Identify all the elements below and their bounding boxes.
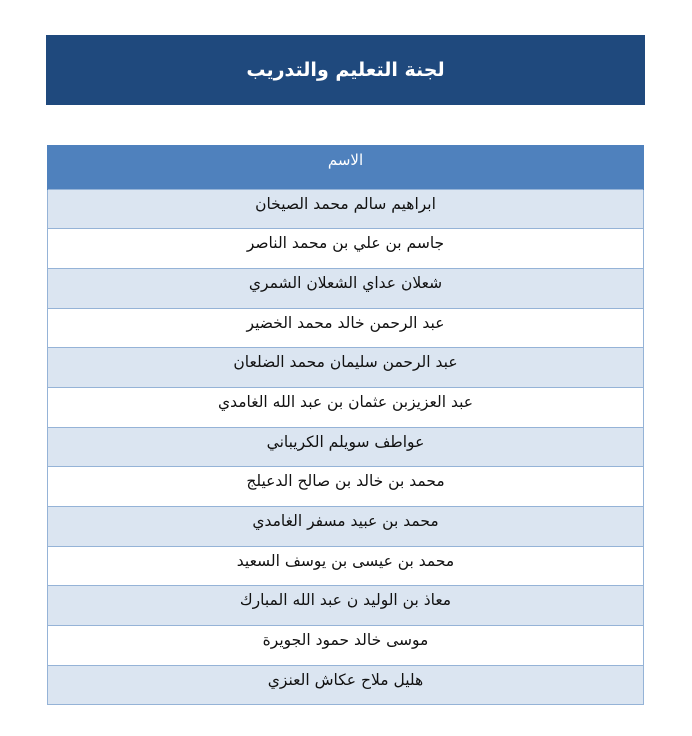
table-row [48,546,644,586]
committee-title-banner [46,35,645,105]
member-name: محمد بن عيسى بن يوسف السعيد [48,546,644,586]
member-name: موسى خالد حمود الجويرة [48,626,644,666]
member-name: جاسم بن علي بن محمد الناصر [48,229,644,269]
member-name: عبد الرحمن سليمان محمد الضلعان [48,348,644,388]
table-row [48,626,644,666]
member-name: ابراهيم سالم محمد الصيخان [48,189,644,229]
table-header-row [48,145,644,189]
table-row [48,348,644,388]
member-name: محمد بن عبيد مسفر الغامدي [48,507,644,547]
table-row [48,665,644,705]
member-name: عواطف سويلم الكريباني [48,427,644,467]
table-row [48,427,644,467]
member-name: هليل ملاح عكاش العنزي [48,665,644,705]
table-row [48,189,644,229]
table-row [48,586,644,626]
member-name: عبد الرحمن خالد محمد الخضير [48,308,644,348]
member-name: معاذ بن الوليد ن عبد الله المبارك [48,586,644,626]
table-row [48,507,644,547]
member-name: عبد العزيزبن عثمان بن عبد الله الغامدي [48,387,644,427]
column-header-name: الاسم [48,145,644,189]
table-row [48,387,644,427]
table-row [48,467,644,507]
table-row [48,268,644,308]
committee-title: لجنة التعليم والتدريب [246,59,445,81]
member-name: شعلان عداي الشعلان الشمري [48,268,644,308]
table-row [48,308,644,348]
members-table [47,145,644,705]
table-row [48,229,644,269]
member-name: محمد بن خالد بن صالح الدعيلج [48,467,644,507]
